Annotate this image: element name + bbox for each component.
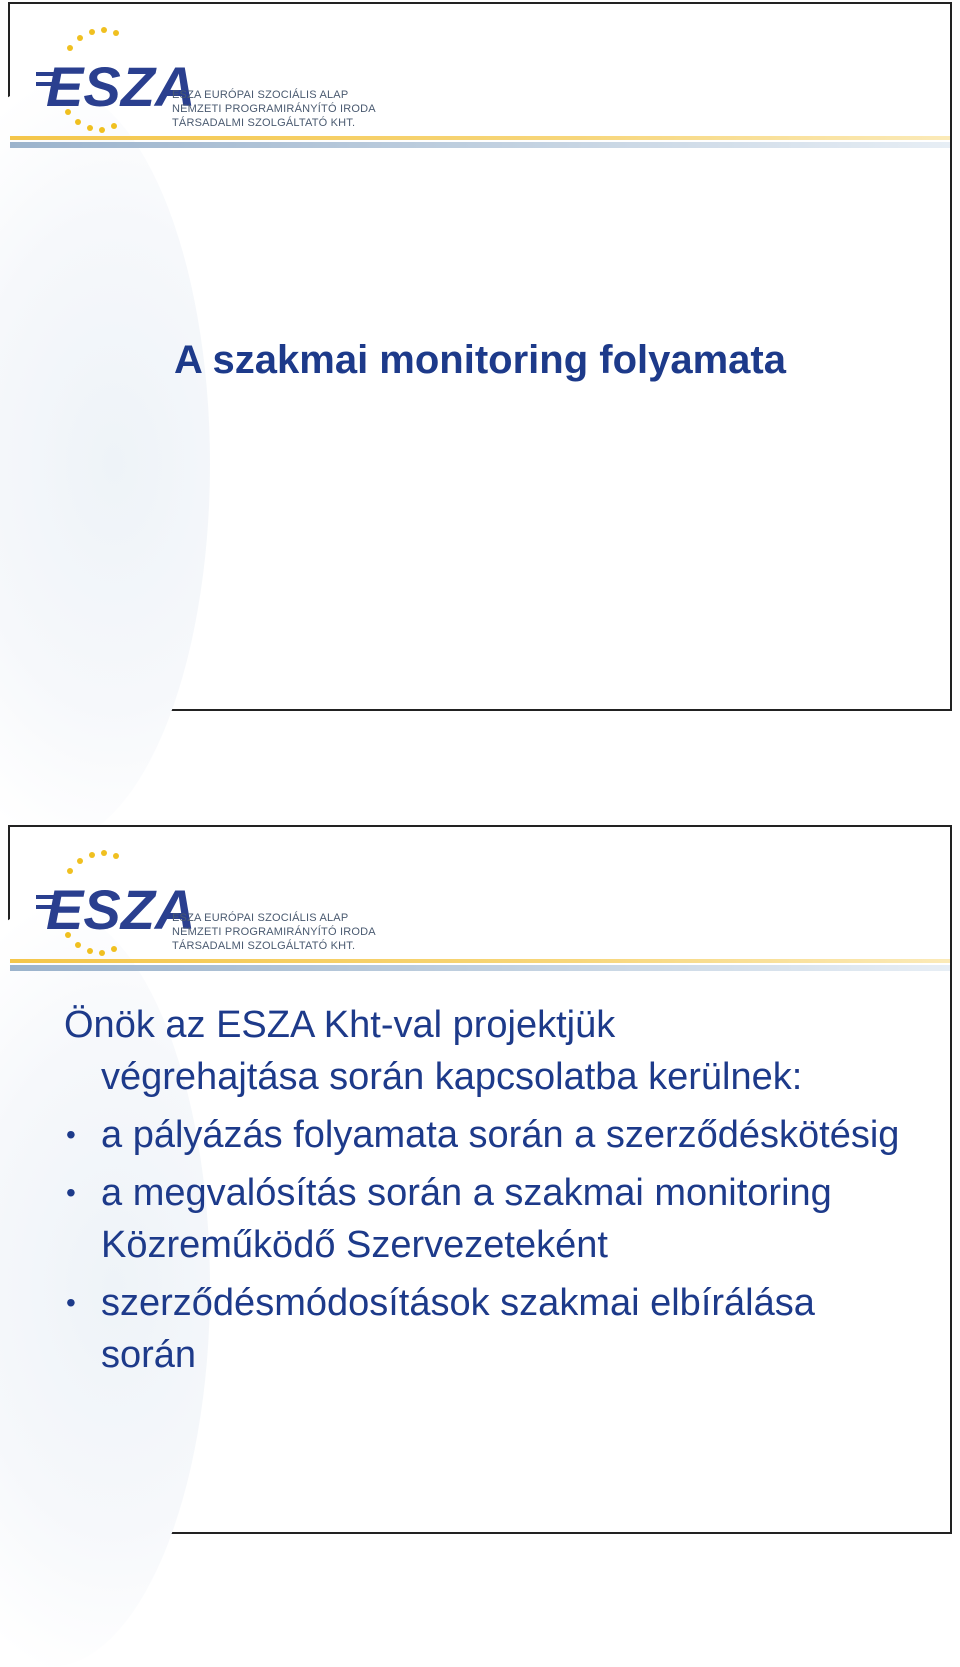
slide-1 [8,2,952,711]
logo-line-1: ESZA EURÓPAI SZOCIÁLIS ALAP [172,912,349,924]
bullet-item [64,1109,914,1161]
bullet-text: a pályázás folyamata során a szerződéskötésig [101,1114,900,1156]
logo-line-3: TÁRSADALMI SZOLGÁLTATÓ KHT. [172,940,356,952]
header-rule-yellow [10,136,950,140]
svg-text:ESZA: ESZA [46,55,196,118]
intro-line-1: Önök az ESZA Kht-val projektjük [64,1004,616,1046]
bullet-item [64,1277,914,1381]
logo-line-2: NEMZETI PROGRAMIRÁNYÍTÓ IRODA [172,926,376,938]
slide-2 [8,825,952,1534]
logo-line-1: ESZA EURÓPAI SZOCIÁLIS ALAP [172,89,349,101]
logo-line-2: NEMZETI PROGRAMIRÁNYÍTÓ IRODA [172,103,376,115]
bullet-dot-icon: • [66,1119,76,1150]
header-rule-blue [10,965,950,971]
background-swoosh [0,84,210,844]
bullet-dot-icon: • [66,1177,76,1208]
logo-text [172,88,376,130]
esza-logo-mark [32,847,196,959]
logo-text [172,911,376,953]
header-rule-yellow [10,959,950,963]
header-rule-blue [10,142,950,148]
bullet-text: szerződésmódosítások szakmai elbírálása során [101,1282,815,1376]
slide-title: A szakmai monitoring folyamata [174,338,786,382]
esza-logo [32,24,376,136]
slide-body [64,999,914,1387]
esza-logo [32,847,376,959]
bullet-list [64,1109,914,1381]
bullet-text: a megvalósítás során a szakmai monitoring Közreműködő Szervezeteként [101,1172,832,1266]
bullet-item [64,1167,914,1271]
svg-text:ESZA: ESZA [46,878,196,941]
intro-line-2: végrehajtása során kapcsolatba kerülnek: [101,1056,803,1098]
logo-line-3: TÁRSADALMI SZOLGÁLTATÓ KHT. [172,117,356,129]
bullet-dot-icon: • [66,1287,76,1318]
esza-logo-mark [32,24,196,136]
